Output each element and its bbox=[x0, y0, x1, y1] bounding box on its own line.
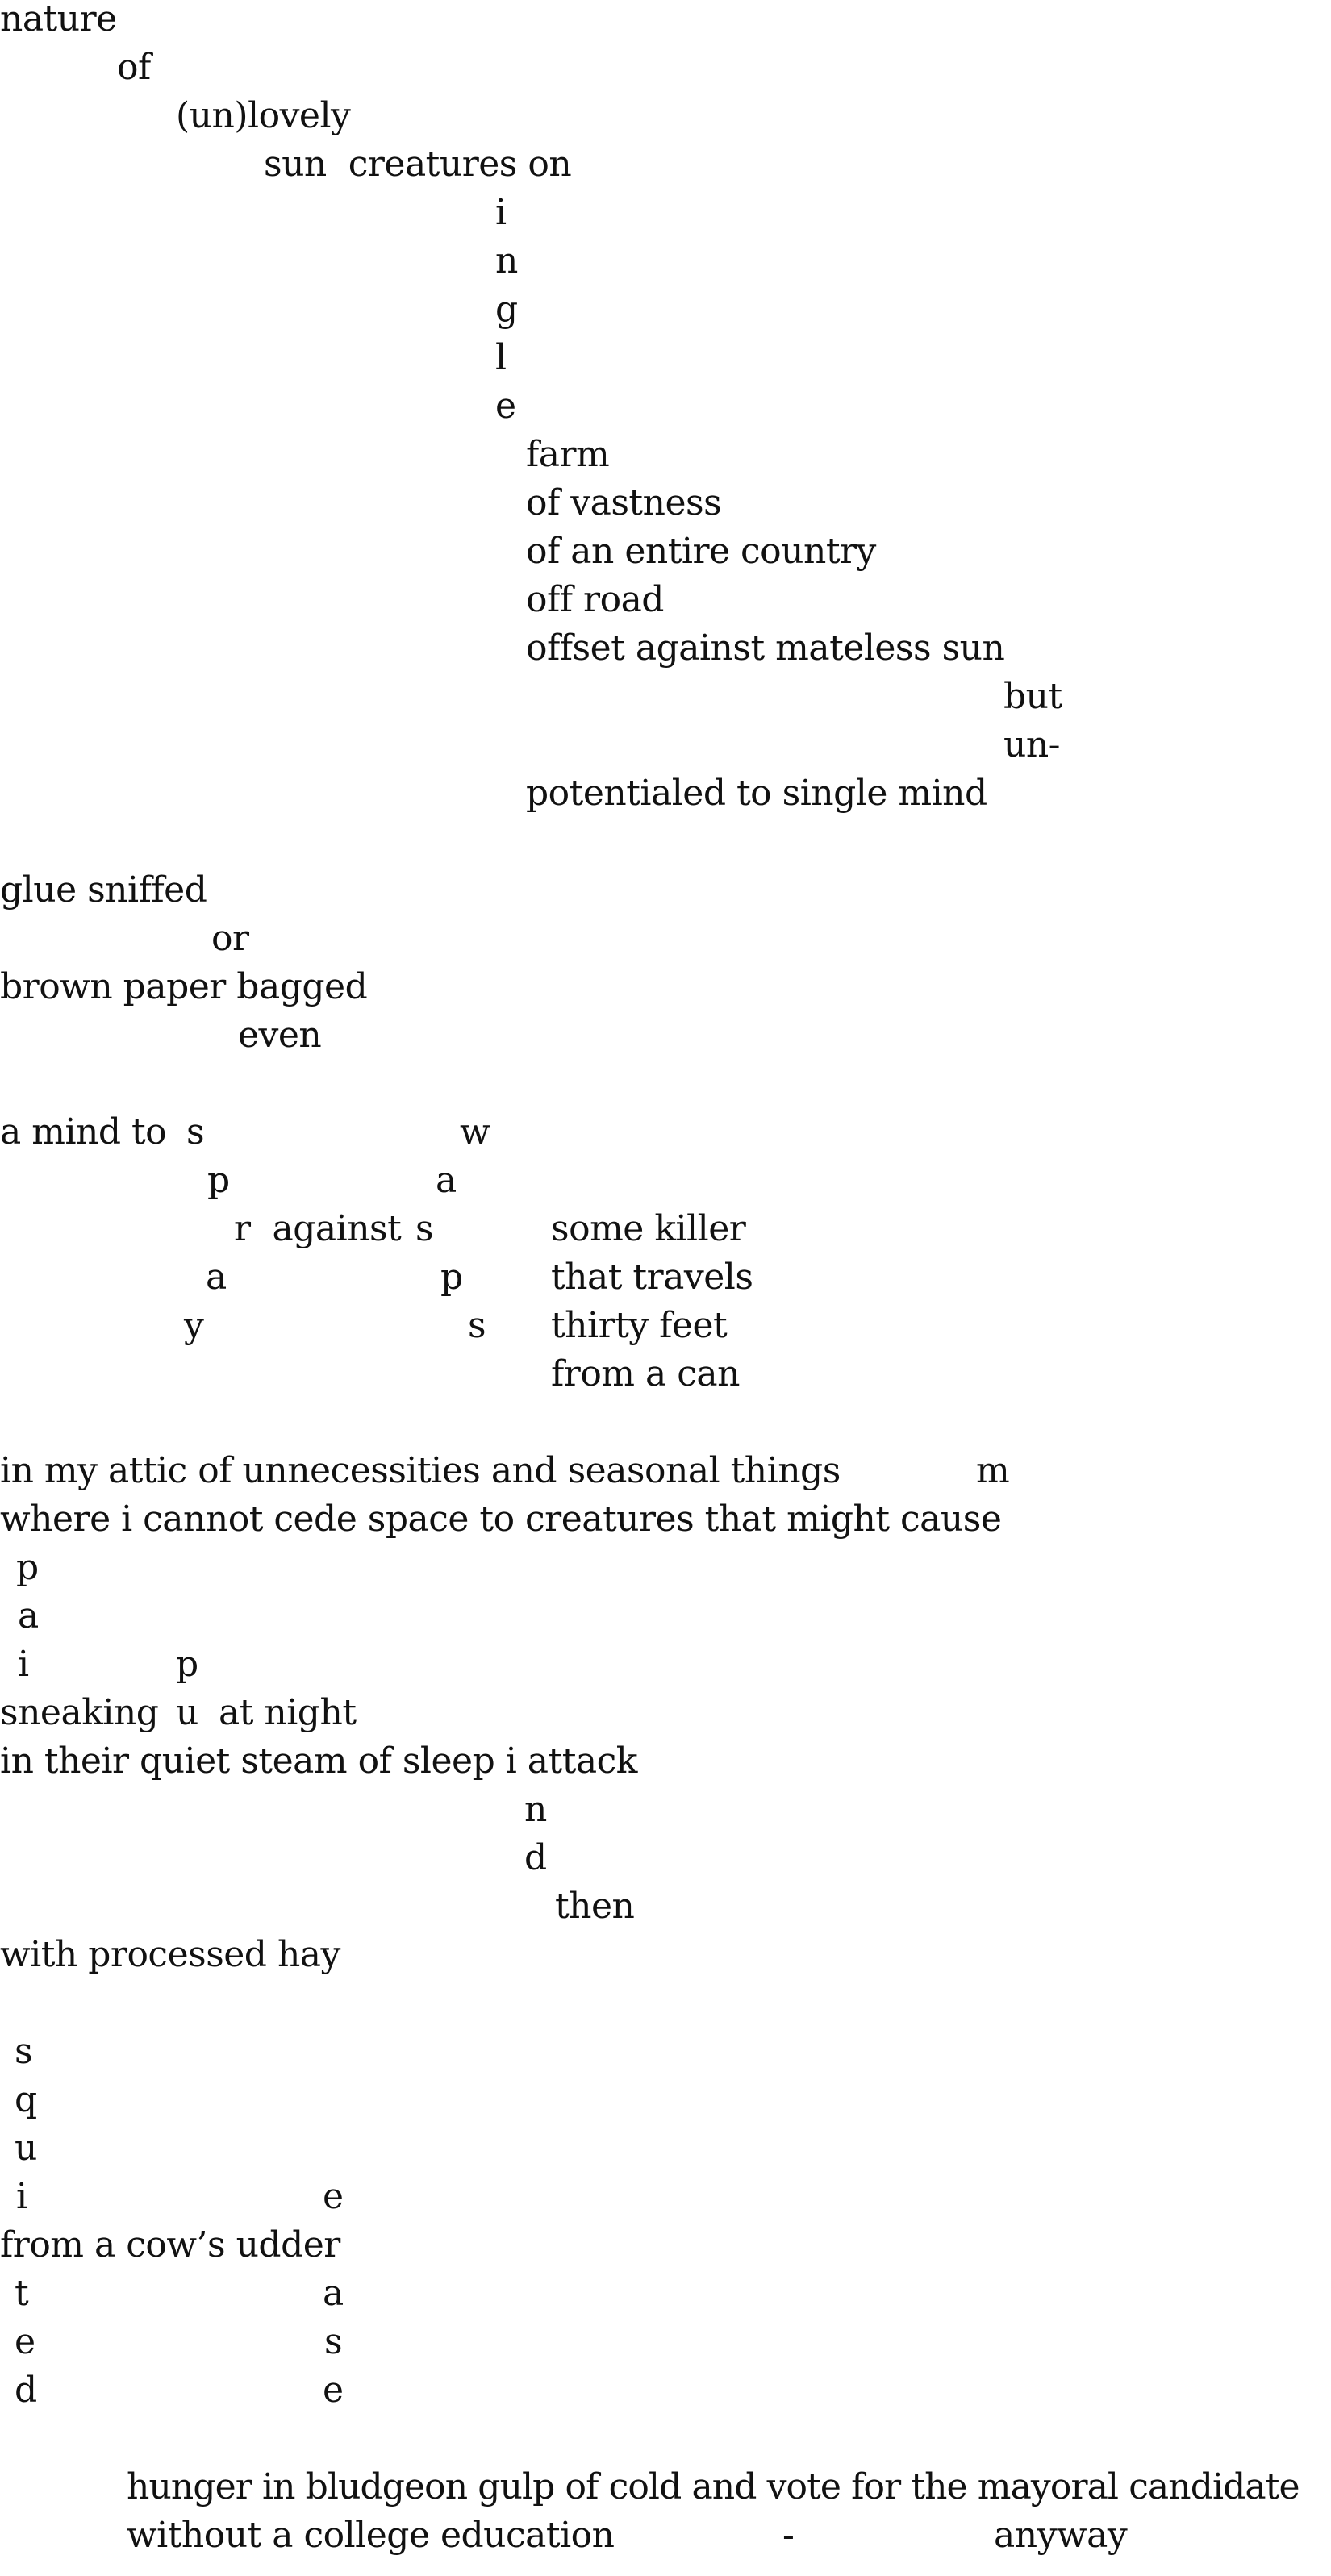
poem-line-25-right: that travels bbox=[551, 1257, 753, 1298]
poem-line-19: or bbox=[211, 918, 249, 959]
poem-line-46-d: d bbox=[15, 2370, 37, 2411]
poem-line-26-y: y bbox=[184, 1305, 204, 1346]
poem-line-44-a: a bbox=[323, 2273, 344, 2314]
poem-line-20: brown paper bagged bbox=[0, 966, 368, 1007]
poem-line-34: in their quiet steam of sleep i attack bbox=[0, 1740, 637, 1782]
poem-line-33: sneaking bbox=[0, 1692, 159, 1733]
poem-line-21: even bbox=[238, 1015, 322, 1056]
poem-line-28-m: m bbox=[976, 1450, 1010, 1491]
poem-line-46-e: e bbox=[323, 2370, 344, 2411]
poem-line-36: d bbox=[524, 1837, 547, 1878]
poem-line-37: then bbox=[555, 1886, 635, 1927]
poem-line-27: from a can bbox=[551, 1353, 740, 1394]
poem-line-48-dash: - bbox=[782, 2515, 795, 2556]
poem-line-17: potentialed to single mind bbox=[526, 773, 987, 814]
poem-line-16: un- bbox=[1003, 724, 1061, 765]
poem-line-15: but bbox=[1003, 676, 1062, 717]
poem-line-33-u: u bbox=[176, 1692, 198, 1733]
poem-line-24: r against bbox=[234, 1208, 402, 1249]
poem-line-22-w: w bbox=[460, 1111, 490, 1153]
poem-line-24-right: some killer bbox=[551, 1208, 746, 1249]
poem-line-42-e: e bbox=[323, 2176, 344, 2217]
poem-line-45-e: e bbox=[15, 2321, 35, 2362]
poem-line-41: u bbox=[15, 2128, 37, 2169]
poem-line-4: sun creatures on bbox=[264, 144, 572, 185]
poem-line-32-i: i bbox=[18, 1644, 29, 1685]
poem-line-5: i bbox=[495, 192, 507, 233]
poem-line-28: in my attic of unnecessities and seasonal things bbox=[0, 1450, 841, 1491]
poem-line-2: of bbox=[117, 47, 151, 88]
poem-line-13: off road bbox=[526, 579, 664, 620]
poem-line-25-p: p bbox=[440, 1257, 463, 1298]
poem-line-8: l bbox=[495, 337, 507, 378]
poem-line-29: where i cannot cede space to creatures that might cause bbox=[0, 1498, 1002, 1540]
poem-line-40: q bbox=[15, 2079, 37, 2120]
poem-line-23-a: a bbox=[436, 1160, 457, 1201]
poem-line-23-p: p bbox=[207, 1160, 230, 1201]
poem-line-25-a: a bbox=[206, 1257, 227, 1298]
poem-line-10: farm bbox=[526, 434, 610, 475]
poem-line-22: a mind to bbox=[0, 1111, 167, 1153]
poem-line-43: from a cow’s udder bbox=[0, 2224, 340, 2265]
poem-line-38: with processed hay bbox=[0, 1934, 340, 1975]
poem-line-45-s: s bbox=[324, 2321, 343, 2362]
poem-line-44-t: t bbox=[15, 2273, 29, 2314]
poem-line-33-right: at night bbox=[219, 1692, 357, 1733]
poem-line-22-s: s bbox=[186, 1111, 205, 1153]
poem-line-26-right: thirty feet bbox=[551, 1305, 728, 1346]
poem-line-18: glue sniffed bbox=[0, 869, 207, 911]
poem-line-31: a bbox=[18, 1595, 39, 1636]
poem-line-1: nature bbox=[0, 0, 117, 40]
poem-line-3: (un)lovely bbox=[176, 95, 351, 136]
poem-line-48-right: anyway bbox=[994, 2515, 1128, 2556]
poem-line-42-i: i bbox=[16, 2176, 27, 2217]
poem-line-35: n bbox=[524, 1789, 547, 1830]
poem-line-24-s: s bbox=[415, 1208, 434, 1249]
poem-line-32-p: p bbox=[176, 1644, 198, 1685]
poem-line-11: of vastness bbox=[526, 482, 722, 523]
poem-line-39: s bbox=[15, 2031, 33, 2072]
poem-line-9: e bbox=[495, 386, 516, 427]
poem-line-14: offset against mateless sun bbox=[526, 627, 1005, 669]
poem-line-7: g bbox=[495, 289, 518, 330]
poem-line-47: hunger in bludgeon gulp of cold and vote for the mayoral candidate bbox=[127, 2466, 1300, 2507]
poem-line-6: n bbox=[495, 240, 518, 281]
poem-line-26-s: s bbox=[468, 1305, 486, 1346]
poem-line-12: of an entire country bbox=[526, 531, 876, 572]
poem-line-30: p bbox=[16, 1547, 39, 1588]
poem-line-48: without a college education bbox=[127, 2515, 615, 2556]
